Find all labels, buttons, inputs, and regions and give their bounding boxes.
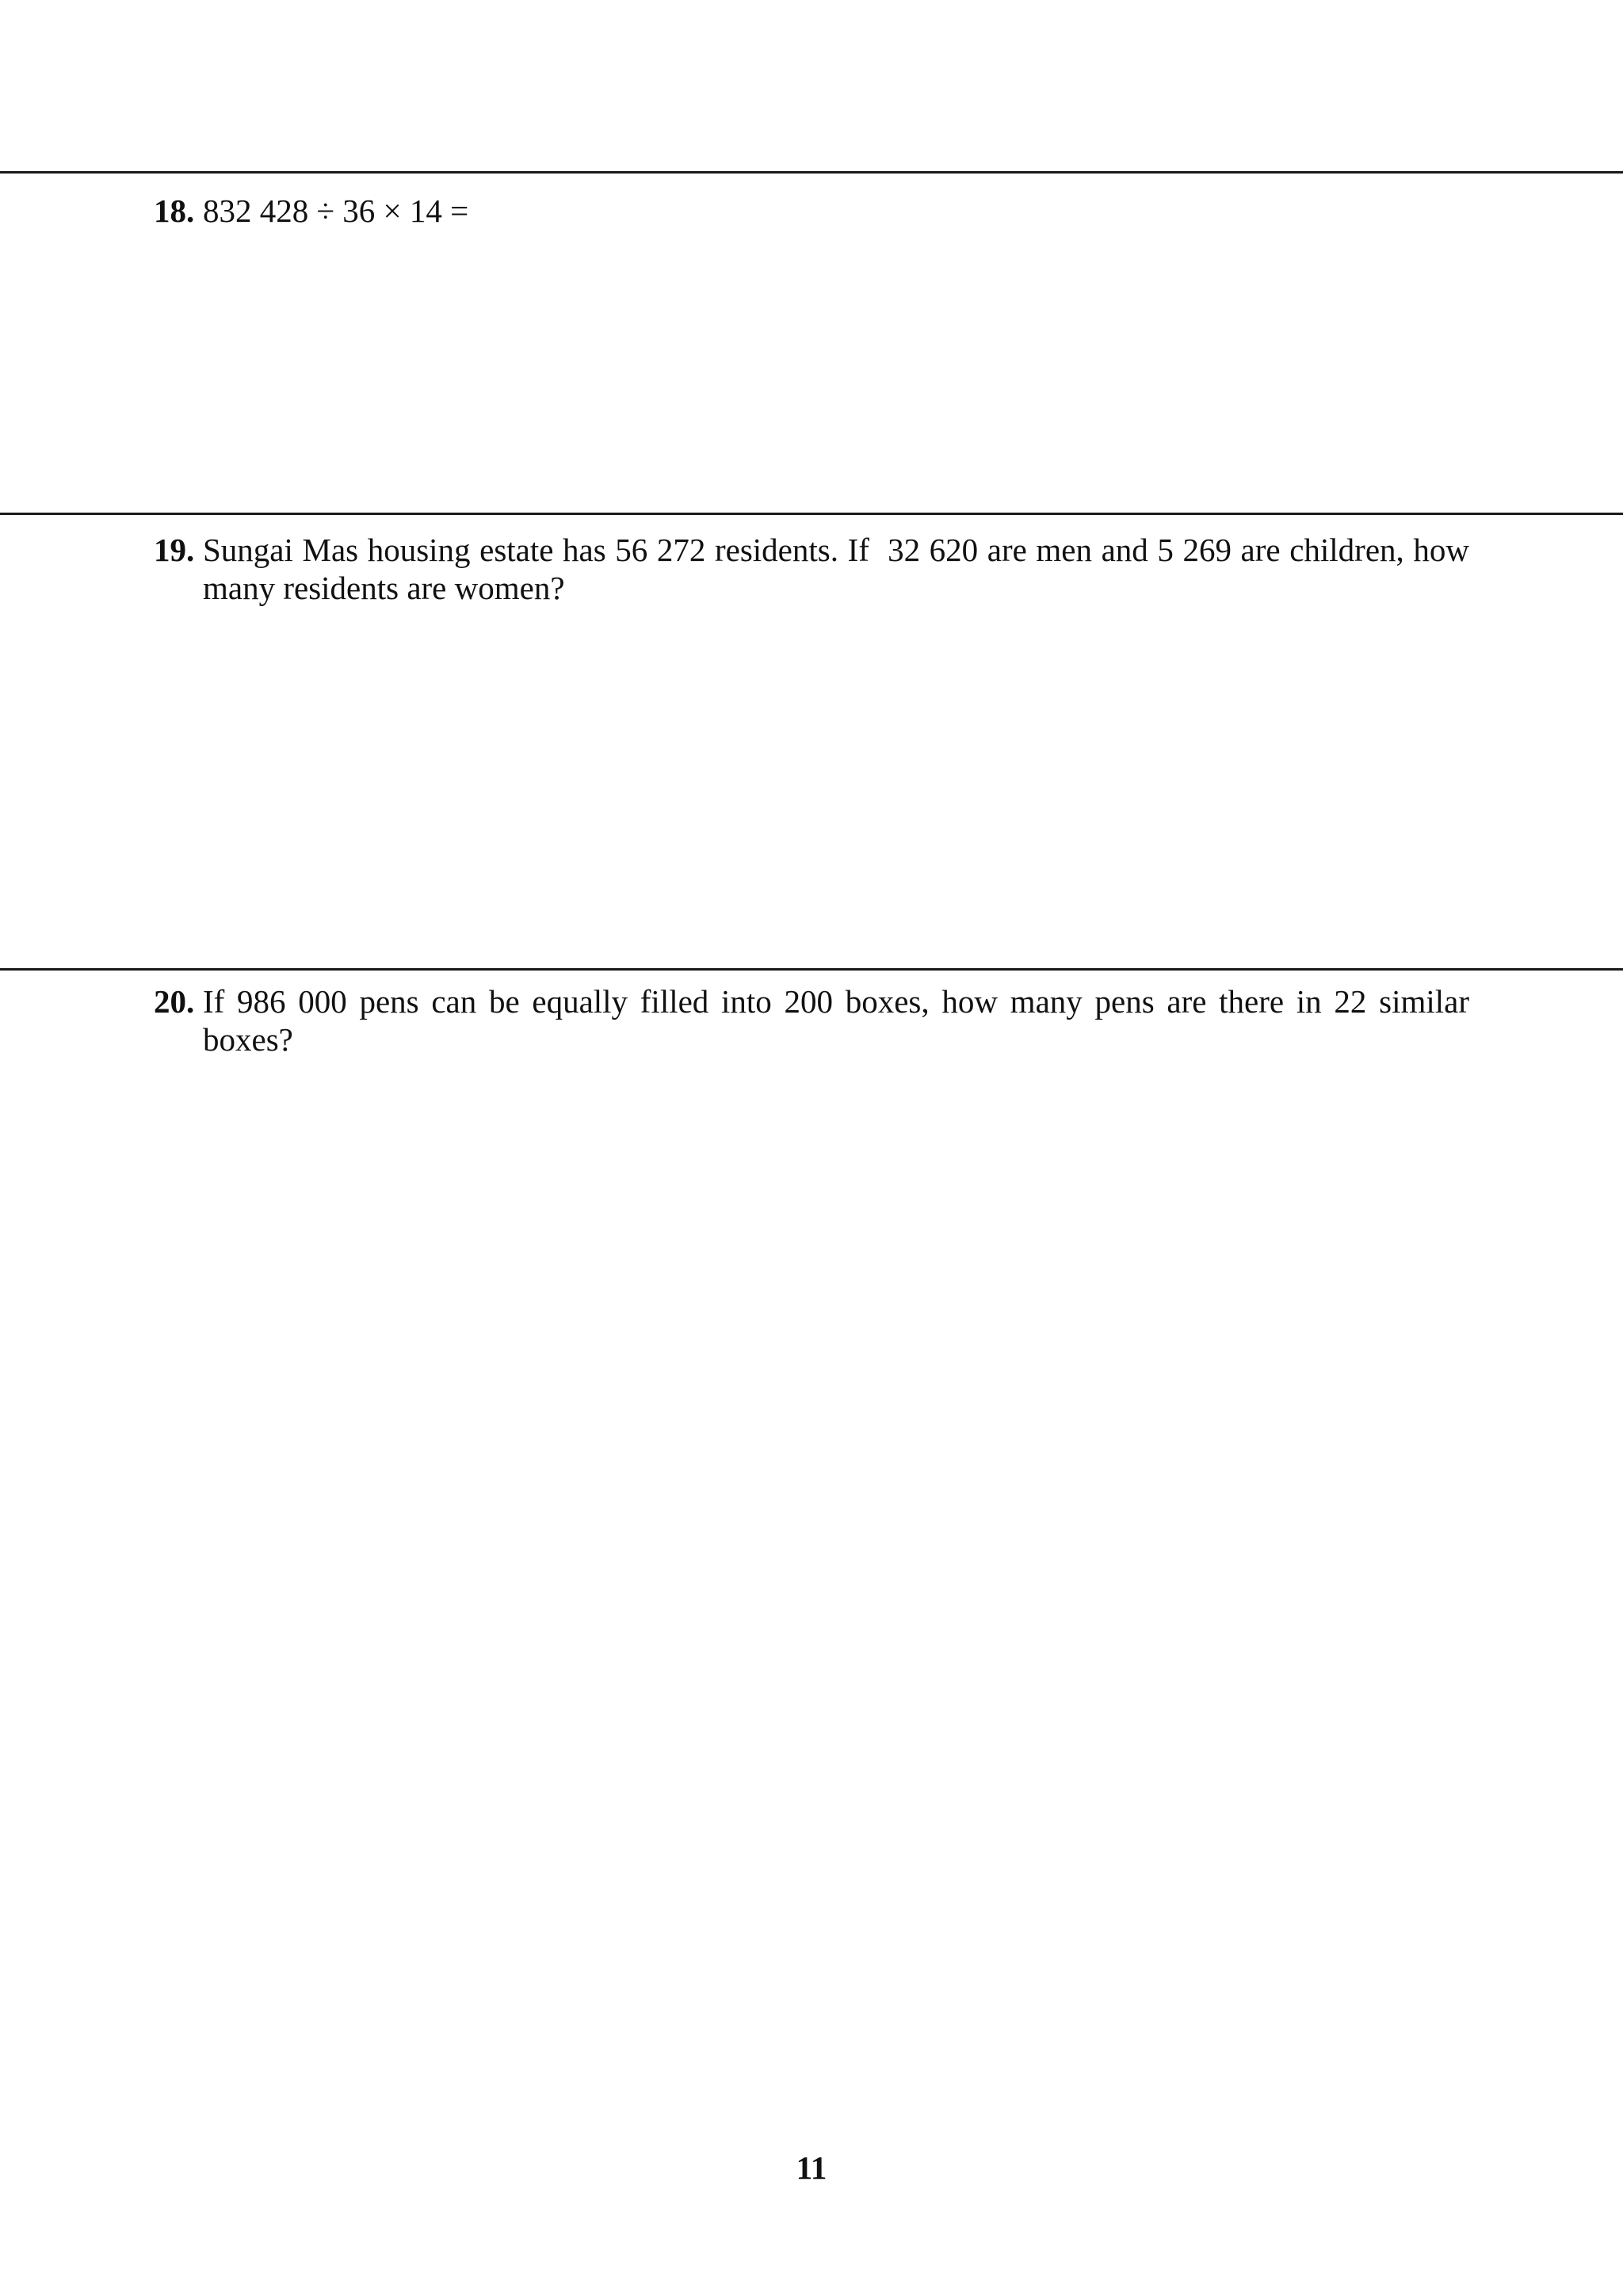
- divider-after-19: [0, 968, 1623, 971]
- question-number: 20.: [154, 983, 195, 1020]
- question-text: 832 428 ÷ 36 × 14 =: [203, 193, 469, 229]
- question-20: [154, 982, 1469, 1058]
- question-text: Sungai Mas housing estate has 56 272 residents. If 32 620 are men and 5 269 are children, how many residents are women?: [203, 532, 1478, 606]
- page-number: 11: [796, 2149, 827, 2186]
- question-number: 19.: [154, 532, 195, 568]
- divider-top: [0, 171, 1623, 174]
- question-19: [154, 531, 1478, 607]
- question-18: [154, 192, 1469, 230]
- question-text: If 986 000 pens can be equally filled into 200 boxes, how many pens are there in 22 similar boxes?: [203, 983, 1469, 1058]
- divider-after-18: [0, 513, 1623, 515]
- question-number: 18.: [154, 193, 195, 229]
